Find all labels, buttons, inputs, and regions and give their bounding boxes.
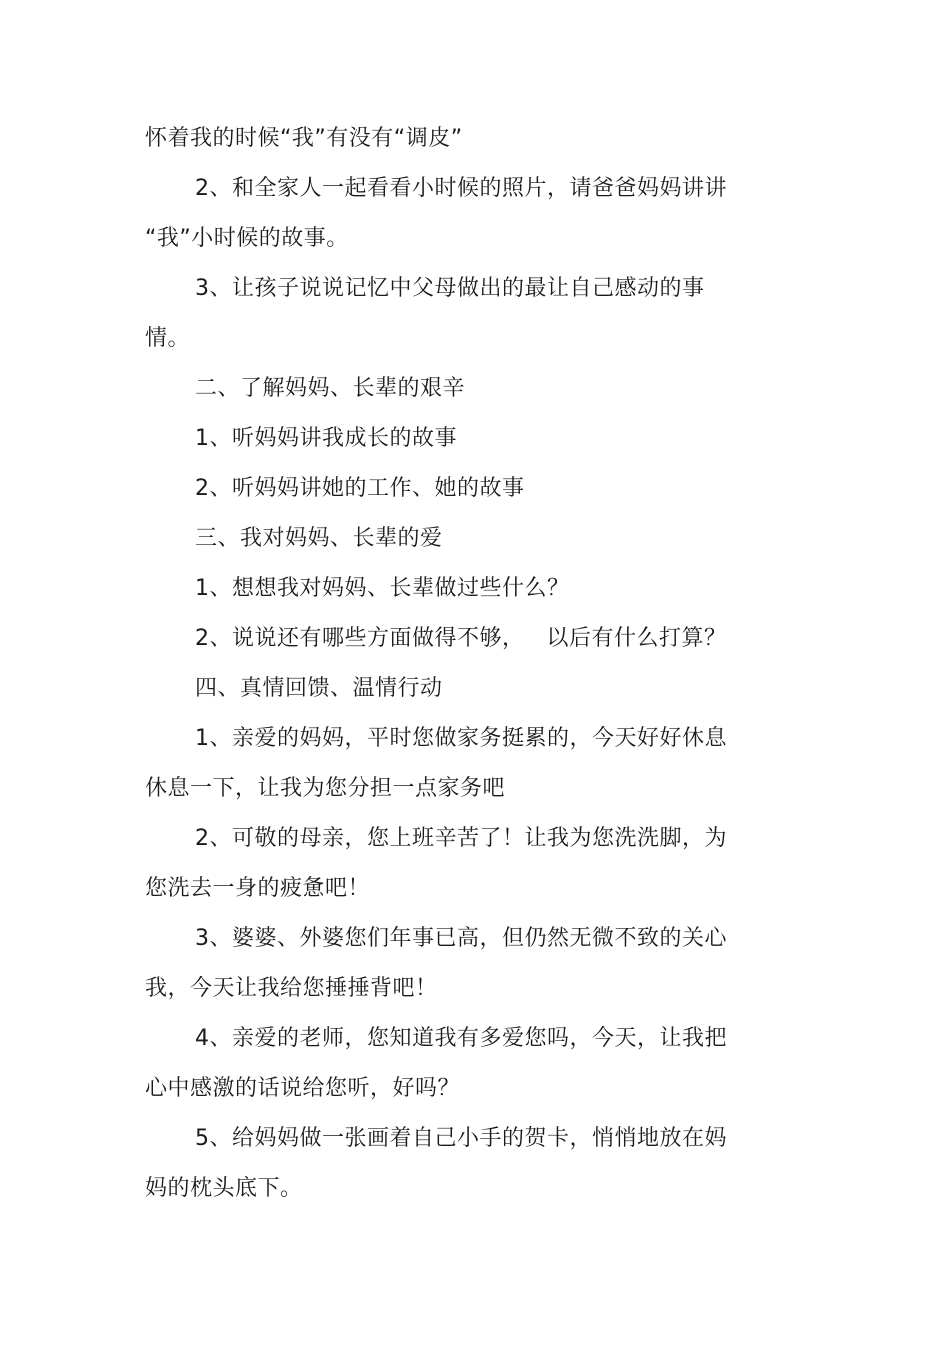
text-line: 5、给妈妈做一张画着自己小手的贺卡，悄悄地放在妈	[195, 1126, 727, 1151]
text-line: 我，今天让我给您捶捶背吧！	[145, 976, 438, 1001]
text-line: 4、亲爱的老师，您知道我有多爱您吗，今天，让我把	[195, 1026, 727, 1051]
text-line: 1、听妈妈讲我成长的故事	[195, 426, 457, 451]
text-segment: 以后有什么打算？	[546, 626, 727, 651]
text-line: “我”小时候的故事。	[145, 226, 349, 251]
section-heading: 三、我对妈妈、长辈的爱	[195, 526, 443, 551]
text-segment: 2、说说还有哪些方面做得不够，	[195, 626, 525, 651]
text-line: 2、可敬的母亲，您上班辛苦了！让我为您洗洗脚，为	[195, 826, 727, 851]
text-line: 您洗去一身的疲惫吧！	[145, 876, 371, 901]
section-heading: 四、真情回馈、温情行动	[195, 676, 443, 701]
text-line: 1、亲爱的妈妈，平时您做家务挺累的，今天好好休息	[195, 726, 727, 751]
text-line: 妈的枕头底下。	[145, 1176, 303, 1201]
text-line: 1、想想我对妈妈、长辈做过些什么？	[195, 576, 570, 601]
text-line	[195, 624, 795, 654]
section-heading: 二、了解妈妈、长辈的艰辛	[195, 376, 466, 401]
text-line: 休息一下，让我为您分担一点家务吧	[145, 776, 506, 801]
text-line: 3、婆婆、外婆您们年事已高，但仍然无微不致的关心	[195, 926, 727, 951]
text-line: 心中感激的话说给您听，好吗？	[145, 1076, 461, 1101]
text-line: 3、让孩子说说记忆中父母做出的最让自己感动的事	[195, 276, 705, 301]
text-line: 怀着我的时候“我”有没有“调皮”	[145, 126, 463, 151]
text-line: 情。	[145, 326, 191, 351]
text-line: 2、听妈妈讲她的工作、她的故事	[195, 476, 525, 501]
text-line: 2、和全家人一起看看小时候的照片，请爸爸妈妈讲讲	[195, 176, 727, 201]
